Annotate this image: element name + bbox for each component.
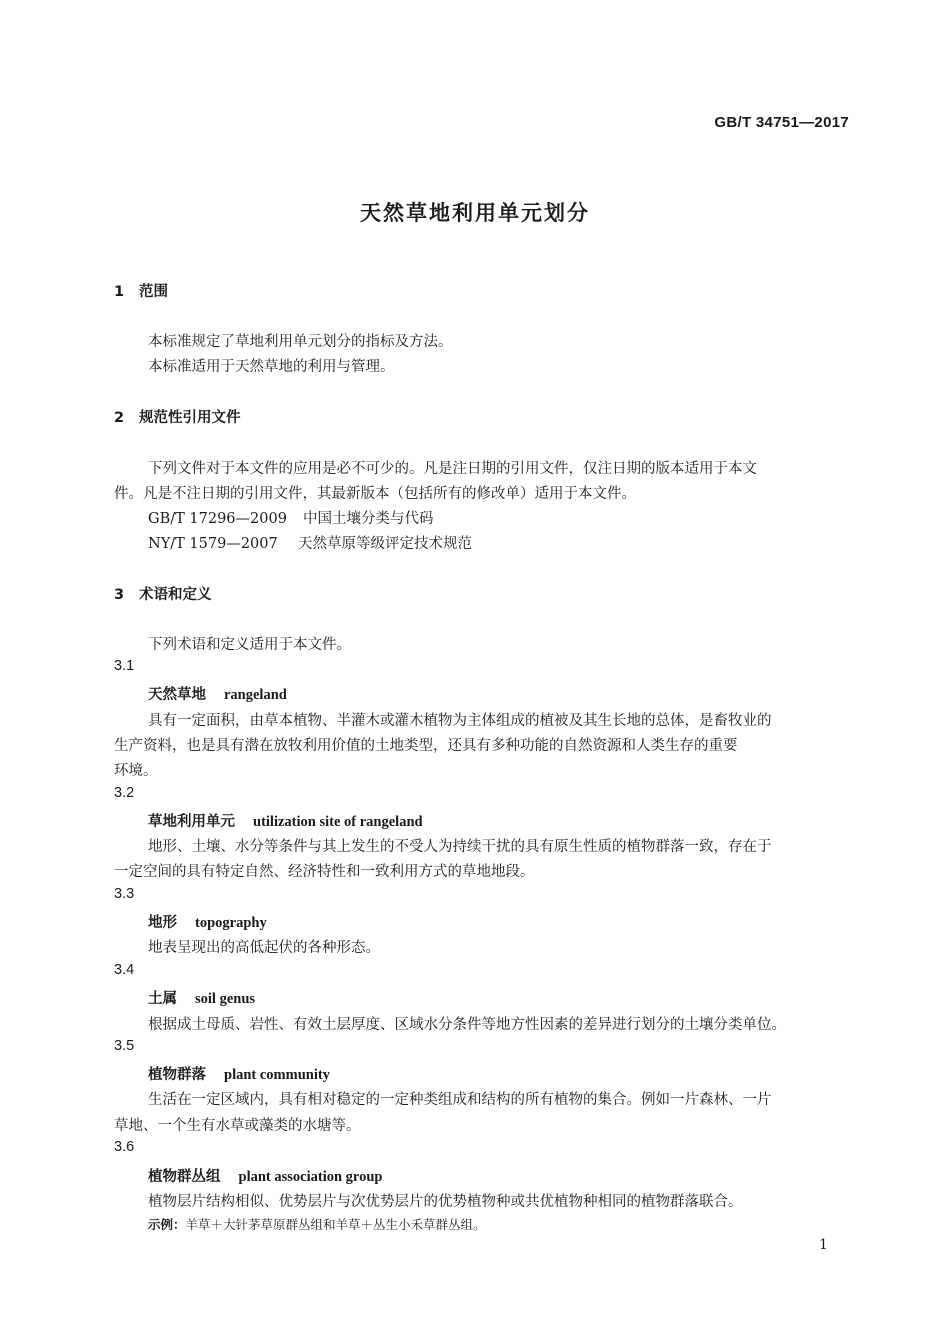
- term-definition-line: 根据成土母质、岩性、有效土层厚度、区域水分条件等地方性因素的差异进行划分的土壤分类单位。: [148, 1017, 786, 1033]
- section-heading-normative: [114, 406, 241, 427]
- term-definition-line: 一定空间的具有特定自然、经济特性和一致利用方式的草地地段。: [114, 864, 535, 880]
- term-zh: 植物群落: [148, 1067, 206, 1083]
- term-definition-line: 植物层片结构相似、优势层片与次优势层片的优势植物种或共优植物种相同的植物群落联合。: [148, 1194, 743, 1210]
- example-note: [148, 1215, 486, 1233]
- term-number: 3.5: [114, 1038, 135, 1054]
- section-heading-terms: [114, 583, 212, 604]
- section-title: 术语和定义: [139, 587, 212, 603]
- term-definition-line: 环境。: [114, 763, 158, 779]
- term-en: utilization site of rangeland: [253, 814, 423, 830]
- term-en: plant association group: [238, 1169, 383, 1185]
- term-definition-line: 生活在一定区域内，具有相对稳定的一定种类组成和结构的所有植物的集合。例如一片森林、一片: [148, 1092, 772, 1108]
- section-number: 1: [114, 284, 125, 300]
- term-definition-line: 生产资料，也是具有潜在放牧利用价值的土地类型，还具有多种功能的自然资源和人类生存的重要: [114, 738, 738, 754]
- term-en: soil genus: [195, 991, 256, 1007]
- term-number: 3.2: [114, 785, 135, 801]
- term-heading: [148, 1063, 330, 1084]
- term-number: 3.6: [114, 1139, 135, 1155]
- scope-paragraph-2: 本标准适用于天然草地的利用与管理。: [148, 359, 395, 375]
- reference-code: NY/T 1579—2007: [148, 536, 278, 552]
- term-number: 3.3: [114, 886, 135, 902]
- document-title: 天然草地利用单元划分: [360, 201, 590, 225]
- term-zh: 草地利用单元: [148, 814, 235, 830]
- term-definition-line: 草地、一个生有水草或藻类的水塘等。: [114, 1118, 361, 1134]
- term-zh: 地形: [148, 915, 177, 931]
- term-heading: [148, 911, 267, 932]
- section-number: 3: [114, 587, 125, 603]
- example-label: 示例：: [148, 1217, 186, 1232]
- example-text: 羊草＋大针茅草原群丛组和羊草＋丛生小禾草群丛组。: [185, 1217, 486, 1232]
- page-number: 1: [819, 1237, 828, 1253]
- term-en: topography: [195, 915, 267, 931]
- normative-paragraph-line-1: 下列文件对于本文件的应用是必不可少的。凡是注日期的引用文件，仅注日期的版本适用于本文: [148, 461, 757, 477]
- terms-intro: 下列术语和定义适用于本文件。: [148, 637, 351, 653]
- term-heading: [148, 987, 255, 1008]
- term-zh: 天然草地: [148, 687, 206, 703]
- term-en: rangeland: [224, 687, 287, 703]
- reference-item: [148, 532, 472, 553]
- term-definition-line: 地表呈现出的高低起伏的各种形态。: [148, 940, 380, 956]
- term-zh: 土属: [148, 991, 177, 1007]
- reference-title: 中国土壤分类与代码: [303, 511, 434, 527]
- reference-code: GB/T 17296—2009: [148, 511, 287, 527]
- section-title: 规范性引用文件: [139, 410, 241, 426]
- reference-item: [148, 507, 434, 528]
- term-heading: [148, 810, 423, 831]
- scope-paragraph-1: 本标准规定了草地利用单元划分的指标及方法。: [148, 334, 453, 350]
- term-zh: 植物群丛组: [148, 1169, 221, 1185]
- reference-title: 天然草原等级评定技术规范: [298, 536, 472, 552]
- section-number: 2: [114, 410, 125, 426]
- term-definition-line: 具有一定面积，由草本植物、半灌木或灌木植物为主体组成的植被及其生长地的总体，是畜牧业的: [148, 713, 772, 729]
- term-heading: [148, 1165, 382, 1186]
- term-number: 3.4: [114, 962, 135, 978]
- term-definition-line: 地形、土壤、水分等条件与其上发生的不受人为持续干扰的具有原生性质的植物群落一致，存在于: [148, 839, 772, 855]
- term-heading: [148, 683, 287, 704]
- term-number: 3.1: [114, 658, 135, 674]
- normative-paragraph-line-2: 件。凡是不注日期的引用文件，其最新版本（包括所有的修改单）适用于本文件。: [114, 486, 636, 502]
- standard-code: GB/T 34751—2017: [714, 114, 849, 131]
- section-heading-scope: [114, 280, 168, 301]
- section-title: 范围: [139, 284, 168, 300]
- term-en: plant community: [224, 1067, 330, 1083]
